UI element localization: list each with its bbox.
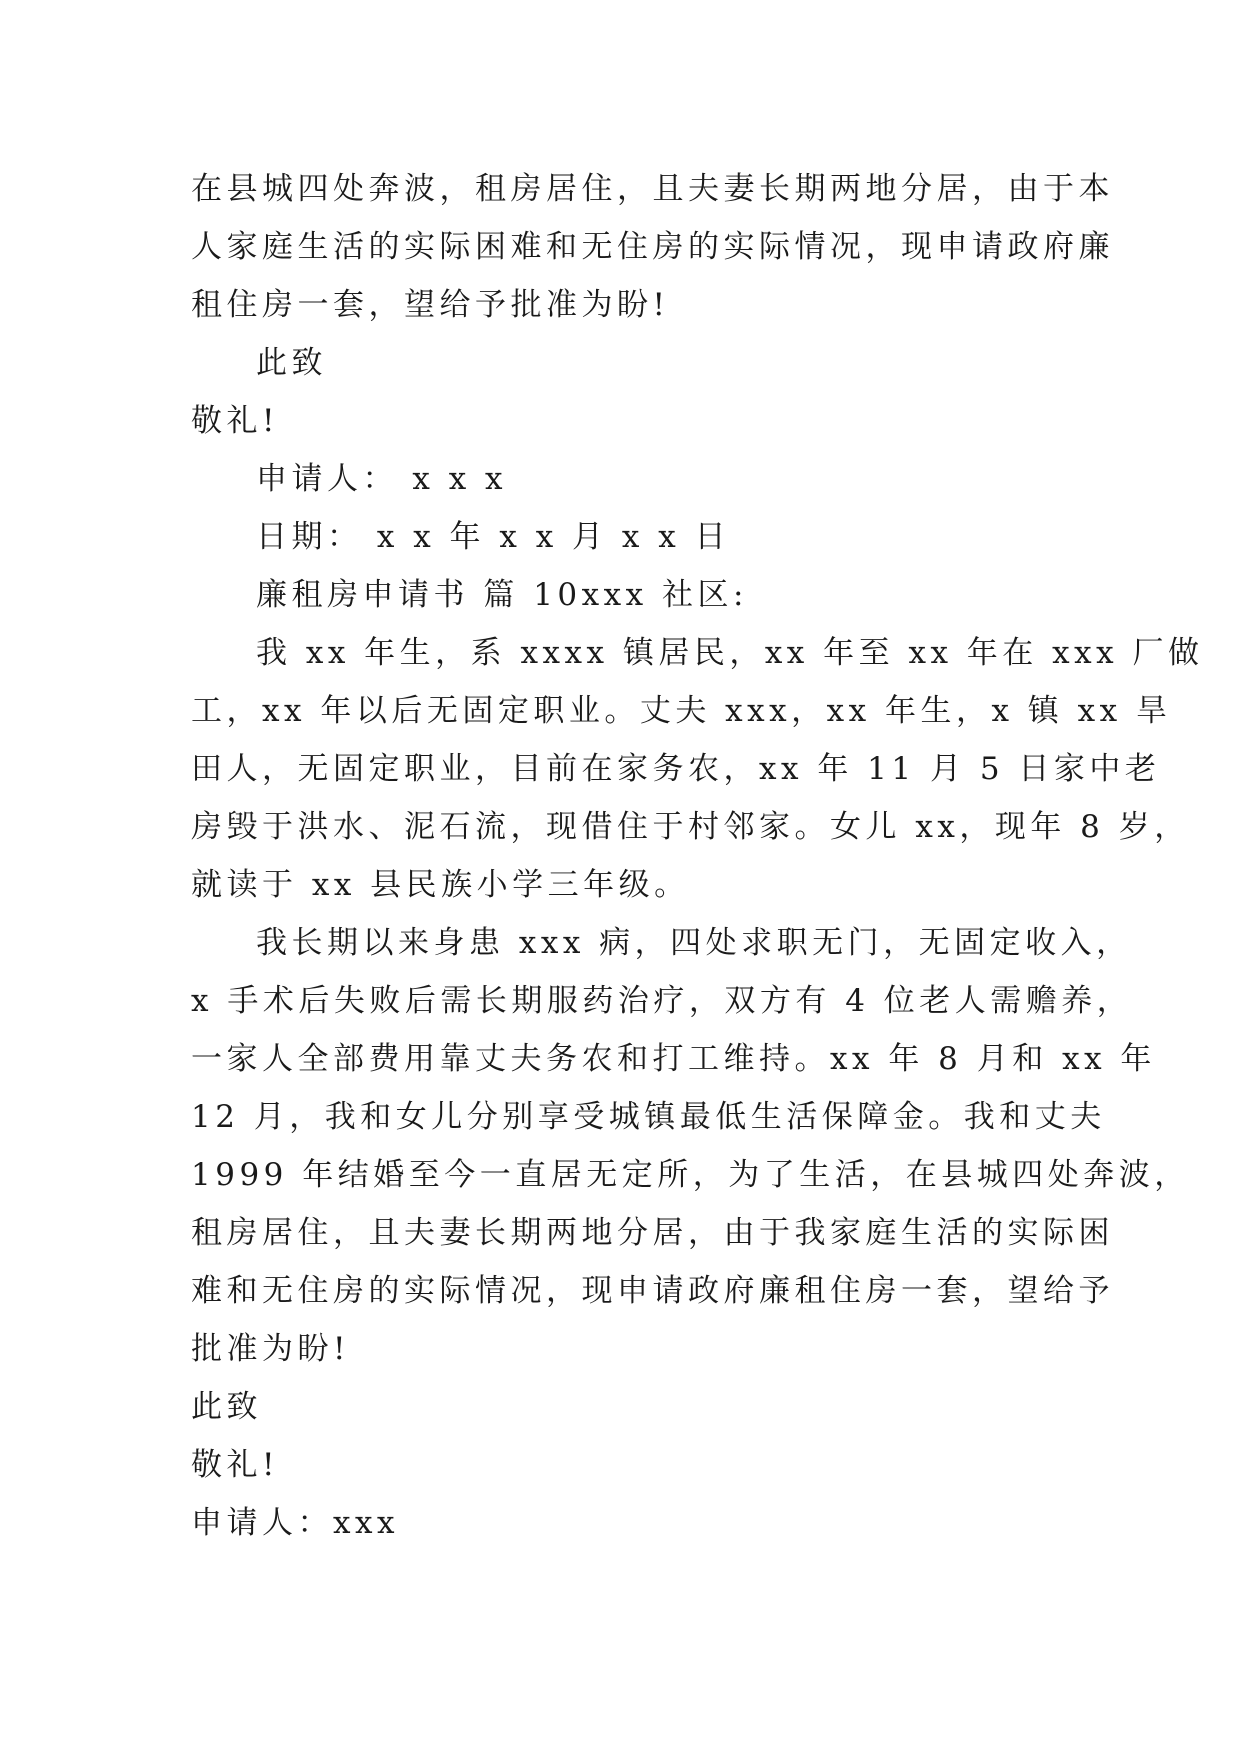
text-line: x 手术后失败后需长期服药治疗，双方有 4 位老人需赡养， bbox=[191, 983, 1133, 1019]
text-line: 12 月，我和女儿分别享受城镇最低生活保障金。我和丈夫 bbox=[191, 1099, 1106, 1135]
date-line: 日期： x x 年 x x 月 x x 日 bbox=[256, 519, 731, 555]
applicant-line: 申请人： x x x bbox=[256, 461, 508, 497]
text-line: 在县城四处奔波，租房居住，且夫妻长期两地分居，由于本 bbox=[191, 171, 1114, 207]
salutation: 此致 bbox=[256, 345, 327, 381]
section-heading: 廉租房申请书 篇 10xxx 社区: bbox=[256, 577, 748, 613]
text-line: 1999 年结婚至今一直居无定所，为了生活，在县城四处奔波， bbox=[191, 1157, 1190, 1193]
closing: 敬礼! bbox=[191, 403, 279, 439]
closing: 敬礼! bbox=[191, 1447, 279, 1483]
text-line: 难和无住房的实际情况，现申请政府廉租住房一套，望给予 bbox=[191, 1273, 1114, 1309]
text-line: 我 xx 年生，系 xxxx 镇居民，xx 年至 xx 年在 xxx 厂做 bbox=[256, 635, 1204, 671]
text-line: 就读于 xx 县民族小学三年级。 bbox=[191, 867, 690, 903]
document-body bbox=[191, 160, 1204, 1552]
text-line: 我长期以来身患 xxx 病，四处求职无门，无固定收入， bbox=[256, 925, 1132, 961]
text-line: 一家人全部费用靠丈夫务农和打工维持。xx 年 8 月和 xx 年 bbox=[191, 1041, 1156, 1077]
text-line: 田人，无固定职业，目前在家务农，xx 年 11 月 5 日家中老 bbox=[191, 751, 1161, 787]
applicant-line: 申请人：xxx bbox=[191, 1505, 399, 1541]
text-line: 房毁于洪水、泥石流，现借住于村邻家。女儿 xx，现年 8 岁， bbox=[191, 809, 1190, 845]
text-line: 批准为盼! bbox=[191, 1331, 350, 1367]
text-line: 租住房一套，望给予批准为盼! bbox=[191, 287, 670, 323]
text-line: 人家庭生活的实际困难和无住房的实际情况，现申请政府廉 bbox=[191, 229, 1114, 265]
text-line: 租房居住，且夫妻长期两地分居，由于我家庭生活的实际困 bbox=[191, 1215, 1114, 1251]
text-line: 工，xx 年以后无固定职业。丈夫 xxx，xx 年生，x 镇 xx 旱 bbox=[191, 693, 1172, 729]
salutation: 此致 bbox=[191, 1389, 262, 1425]
